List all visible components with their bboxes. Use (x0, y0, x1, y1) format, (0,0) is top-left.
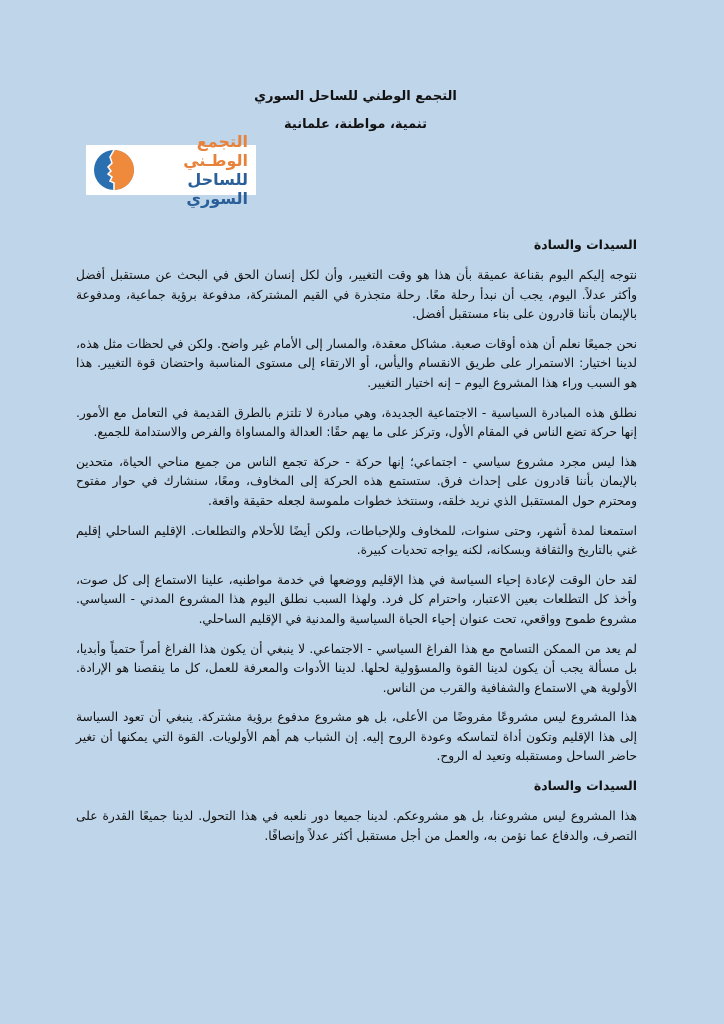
document-title: التجمع الوطني للساحل السوري (254, 89, 457, 104)
body-paragraph: هذا المشروع ليس مشروعًا مفروضًا من الأعلى، بل هو مشروع مدفوع برؤية مشتركة. ينبغي أن تعود السياسة إلى هذا الإقليم وتكون أداة لتماسكه وعودة الروح إليه. إن الشباب هم أهم الأولويات. القوة التي يمكنها أن تغير حاضر الساحل ومستقبله وتعيد له الروح. (76, 710, 637, 764)
body-paragraph: لقد حان الوقت لإعادة إحياء السياسة في هذا الإقليم ووضعها في خدمة مواطنيه، علينا الاستماع إلى كل صوت، وأخذ كل التطلعات بعين الاعتبار، واحترام كل فرد. ولهذا السبب نطلق اليوم هذا المشروع المدني - السياسي. مشروع طموح وواقعي، تحت عنوان إحياء الحياة السياسية والمدنية في الإقليم الساحلي. (76, 572, 637, 626)
document-body (76, 236, 637, 856)
logo-head-profile-icon (90, 147, 138, 193)
salutation-heading: السيدات والسادة (533, 237, 637, 252)
body-paragraph: لم يعد من الممكن التسامح مع هذا الفراغ السياسي - الاجتماعي. لا ينبغي أن يكون هذا الفراغ أمراً حتمياً وأبديا، بل مسألة يجب أن يكون لدينا القوة والمسؤولية لحلها. لدينا الأدوات والمعرفة للعمل، كل ما ينقصنا هو الإرادة. الأولوية هي الاستماع والشفافية والقرب من الناس. (76, 641, 637, 695)
logo-line-1: التجمع الوطـني (183, 132, 248, 170)
body-paragraph: هذا ليس مجرد مشروع سياسي - اجتماعي؛ إنها حركة - حركة تجمع الناس من جميع مناحي الحياة، متحدين بالإيمان بأننا قادرون على إحداث فرق. ستستمع هذه الحركة إلى المخاوف، ومعًا، سنشارك في حوار مفتوح ومحترم حول المستقبل الذي نريد خلقه، وسنتخذ خطوات ملموسة لجعله حقيقة واقعة. (76, 454, 637, 508)
salutation-heading: السيدات والسادة (533, 778, 637, 794)
body-paragraph: نتوجه إليكم اليوم بقناعة عميقة بأن هذا هو وقت التغيير، وأن لكل إنسان الحق في البحث عن مستقبل أفضل وأكثر عدلاً. اليوم، يجب أن نبدأ رحلة معًا. رحلة متجذرة في القيم المشتركة، مدفوعة برؤية جماعية، ومدفوعة بالإيمان بأننا قادرون على بناء مستقبل أفضل. (76, 268, 637, 322)
body-paragraph: نطلق هذه المبادرة السياسية - الاجتماعية الجديدة، وهي مبادرة لا تلتزم بالطرق القديمة في التعامل مع الأمور. إنها حركة تضع الناس في المقام الأول، وتركز على ما يهم حقًا: العدالة والمساواة والفرص والاستدامة للجميع. (76, 405, 637, 440)
body-paragraph: هذا المشروع ليس مشروعنا، بل هو مشروعكم. لدينا جميعا دور نلعبه في هذا التحول. لدينا جميعًا القدرة على التصرف، والدفاع عما نؤمن به، والعمل من أجل مستقبل أكثر عدلاً وإنصافًا. (76, 809, 637, 843)
body-paragraph: استمعنا لمدة أشهر، وحتى سنوات، للمخاوف وللإحباطات، ولكن أيضًا للأحلام والتطلعات. الإقليم الساحلي إقليم غني بالتاريخ والثقافة وبسكانه، لكنه يواجه تحديات كبيرة. (76, 523, 637, 558)
document-header (75, 0, 636, 136)
body-paragraph: نحن جميعًا نعلم أن هذه أوقات صعبة. مشاكل معقدة، والمسار إلى الأمام غير واضح. ولكن في لحظات مثل هذه، لدينا اختيار: الاستمرار على طريق الانقسام واليأس، أو الارتقاء إلى مستوى المناسبة واحتضان قوة التغيير. هذا هو السبب وراء هذا المشروع اليوم – إنه اختيار التغيير. (76, 336, 637, 390)
logo-wordmark (138, 132, 248, 208)
document-subtitle: تنمية، مواطنة، علمانية (284, 117, 427, 132)
organization-logo (86, 132, 256, 208)
logo-line-2: للساحل السوري (186, 170, 248, 208)
